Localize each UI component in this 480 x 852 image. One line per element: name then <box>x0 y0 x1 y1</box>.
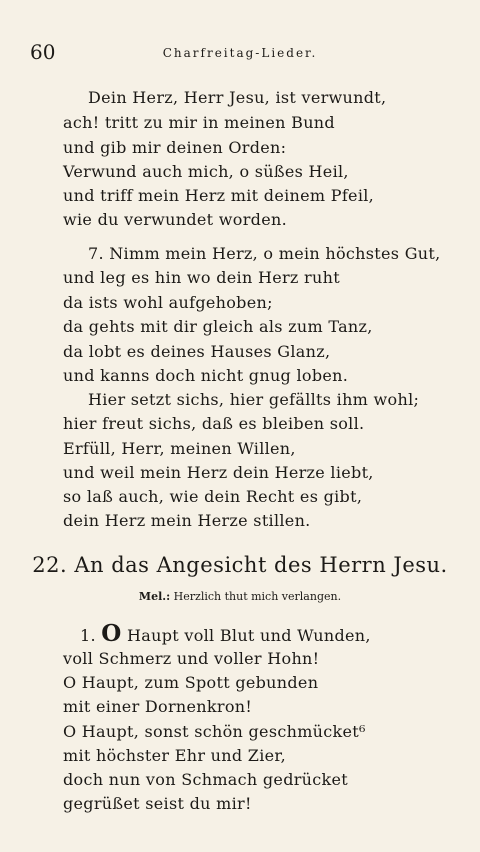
initial-letter: O <box>101 620 122 647</box>
stanza-number: 1. <box>80 626 96 645</box>
first-line <box>80 620 371 647</box>
melody-label: Mel.: <box>138 590 171 603</box>
stanza-line: gegrüßet seist du mir! <box>63 794 252 813</box>
stanza-line: da lobt es deines Hauses Glanz, <box>63 342 331 361</box>
stanza-line: und weil mein Herz dein Herze liebt, <box>63 463 374 482</box>
stanza-line: O Haupt, zum Spott gebunden <box>63 673 319 692</box>
page-number: 60 <box>30 40 56 64</box>
stanza-line: da gehts mit dir gleich als zum Tanz, <box>63 317 373 336</box>
stanza-line: wie du verwundet worden. <box>63 210 287 229</box>
stanza-line: Dein Herz, Herr Jesu, ist verwundt, <box>88 88 387 107</box>
stanza-line: und kanns doch nicht gnug loben. <box>63 366 349 385</box>
stanza-line: und leg es hin wo dein Herz ruht <box>63 268 340 287</box>
stanza-line: O Haupt, sonst schön geschmücket⁶ <box>63 722 366 741</box>
stanza-line: und triff mein Herz mit deinem Pfeil, <box>63 186 375 205</box>
stanza-line: da ists wohl aufgehoben; <box>63 293 273 312</box>
stanza-line: so laß auch, wie dein Recht es gibt, <box>63 487 363 506</box>
melody-note <box>0 590 480 603</box>
stanza-line: mit einer Dornenkron! <box>63 697 253 716</box>
stanza-line: voll Schmerz und voller Hohn! <box>63 649 320 668</box>
stanza-line: dein Herz mein Herze stillen. <box>63 511 311 530</box>
stanza-line: Verwund auch mich, o süßes Heil, <box>63 162 349 181</box>
stanza-line: Erfüll, Herr, meinen Willen, <box>63 439 296 458</box>
page-header <box>30 40 450 64</box>
stanza-line: und gib mir deinen Orden: <box>63 138 287 157</box>
stanza-line: doch nun von Schmach gedrücket <box>63 770 349 789</box>
stanza-line: Hier setzt sichs, hier gefällts ihm wohl; <box>88 390 420 409</box>
melody-text: Herzlich thut mich verlangen. <box>173 590 342 603</box>
stanza-line: mit höchster Ehr und Zier, <box>63 746 286 765</box>
running-head: Charfreitag-Lieder. <box>162 46 318 60</box>
stanza-line: ach! tritt zu mir in meinen Bund <box>63 113 335 132</box>
hymn-title: 22. An das Angesicht des Herrn Jesu. <box>32 553 448 577</box>
stanza-line: 7. Nimm mein Herz, o mein höchstes Gut, <box>88 244 441 263</box>
stanza-line: hier freut sichs, daß es bleiben soll. <box>63 414 365 433</box>
first-line-text: Haupt voll Blut und Wunden, <box>127 626 371 645</box>
